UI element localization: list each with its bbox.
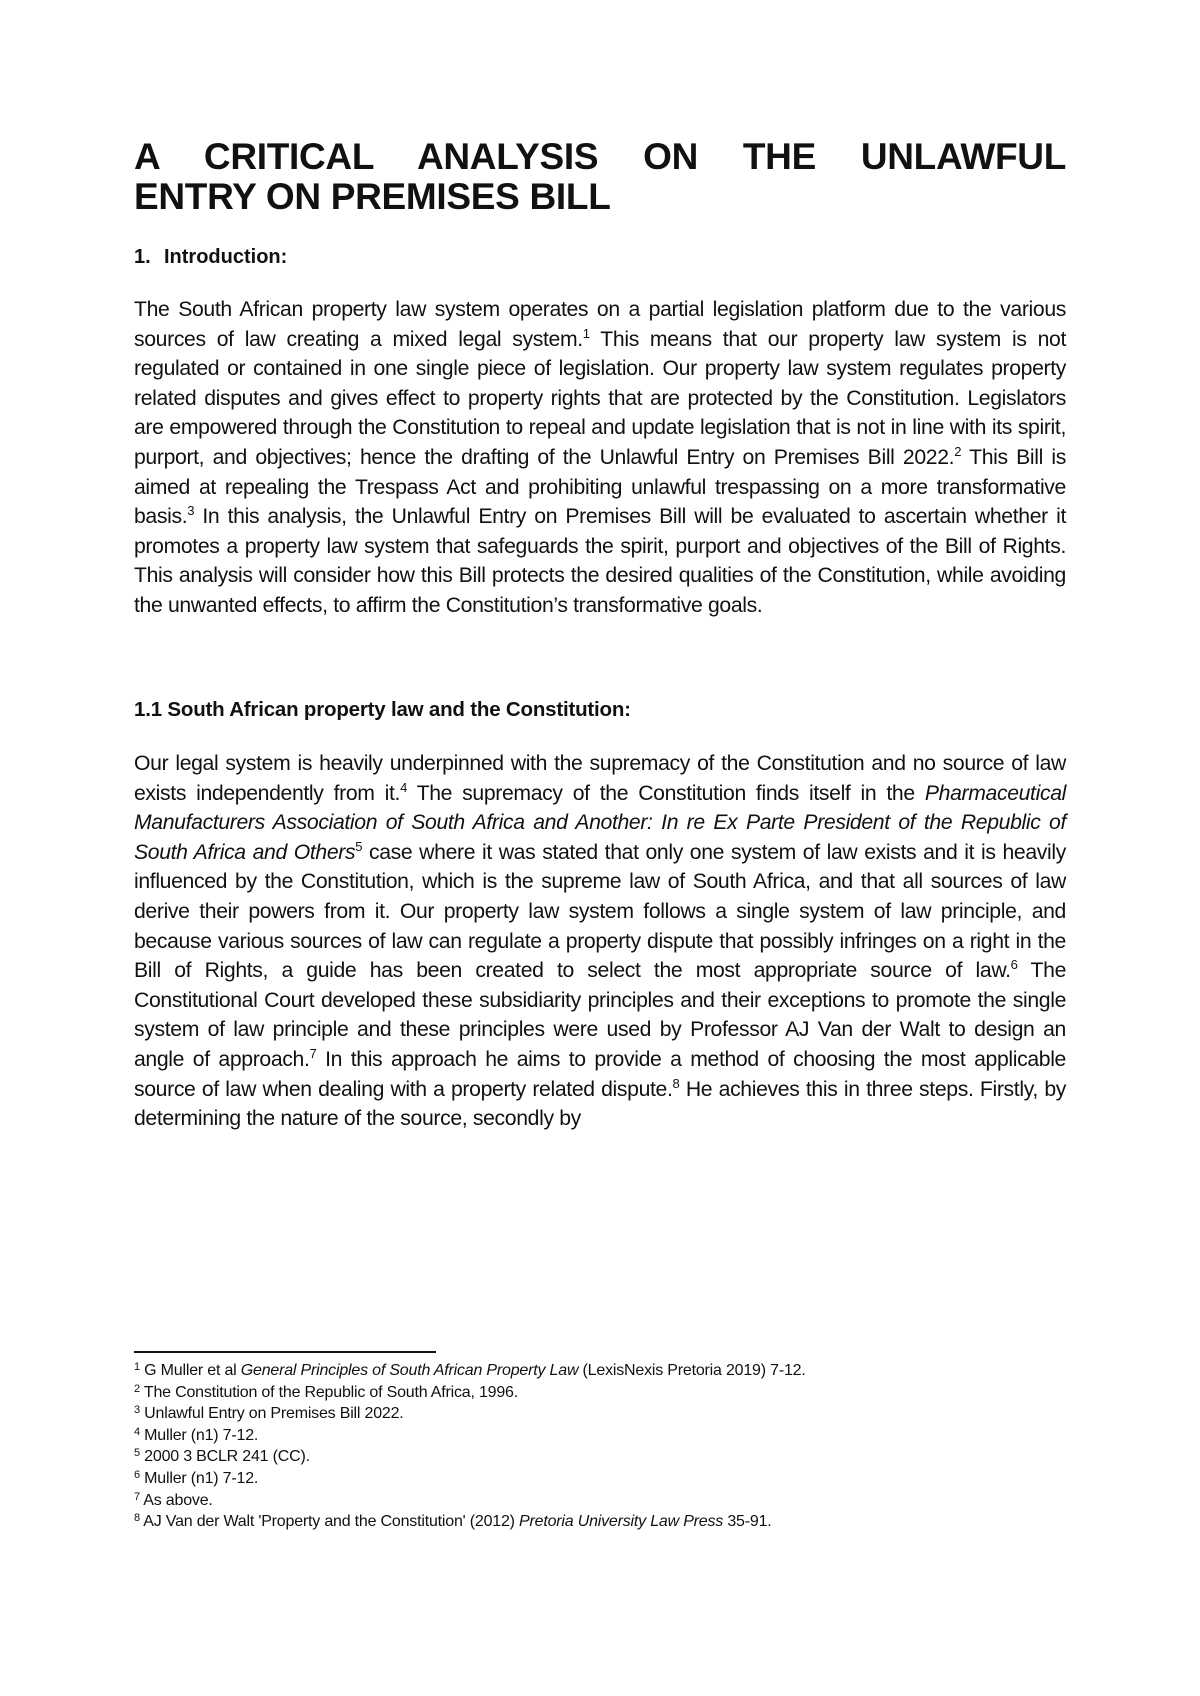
footnote-6: $^6$ Muller (n1) 7-12. xyxy=(134,1468,259,1487)
document-title-line-2: ENTRY ON PREMISES BILL xyxy=(134,176,611,217)
footnote-number: 7 xyxy=(134,1490,140,1503)
footnote-7: $^7$ As above. xyxy=(134,1490,213,1509)
introduction-paragraph: The South African property law system operates on a partial legislation platform due to the various sources of law creating a mixed legal system.$^1$ This means that our property law system is not regulated or contained in one single piece of legislation. Our property law system regulates property related disputes and gives effect to property rights that are protected by the Constitution. Legislators are empowered through the Constitution to repeal and update legislation that is not in line with its spirit, purport, and objectives; hence the drafting of the Unlawful Entry on Premises Bill 2022.$^2$ This Bill is aimed at repealing the Trespass Act and prohibiting unlawful trespassing on a more transformative basis.$^3$ In this analysis, the Unlawful Entry on Premises Bill will be evaluated to ascertain whether it promotes a property law system that safeguards the spirit, purport and objectives of the Bill of Rights. This analysis will consider how this Bill protects the desired qualities of the Constitution, while avoiding the unwanted effects, to affirm the Constitution’s transformative goals. xyxy=(134,298,1066,617)
section-heading-property-law-constitution: 1.1 South African property law and the Constitution: xyxy=(134,698,631,721)
footnote-number: 8 xyxy=(134,1512,140,1525)
footnote-ref-1[interactable]: 1 xyxy=(582,325,590,341)
italic-citation: General Principles of South African Property Law xyxy=(240,1362,579,1379)
footnote-number: 2 xyxy=(134,1382,140,1395)
footnotes-list xyxy=(134,1360,1066,1533)
footnote-ref-3[interactable]: 3 xyxy=(187,503,195,519)
section-heading-text: Introduction: xyxy=(164,246,288,268)
document-title xyxy=(134,137,1066,217)
footnote-ref-4[interactable]: 4 xyxy=(400,779,407,795)
footnote-ref-7[interactable]: 7 xyxy=(309,1045,317,1061)
footnote-number: 1 xyxy=(134,1361,140,1373)
footnote-number: 5 xyxy=(134,1447,140,1460)
section-number: 1. xyxy=(134,246,151,268)
footnote-number: 6 xyxy=(134,1468,140,1481)
footnote-ref-6[interactable]: 6 xyxy=(1010,957,1018,973)
property-law-paragraph: Our legal system is heavily underpinned with the supremacy of the Constitution and no source of law exists independently from it.$^4$ The supremacy of the Constitution finds itself in the Pharmaceutical Manufacturers Association of South Africa and Another: In re Ex Parte President of the Republic of South Africa and Others$^5$ case where it was stated that only one system of law exists and it is heavily influenced by the Constitution, which is the supreme law of South Africa, and that all sources of law derive their powers from it. Our property law system follows a single system of law principle, and because various sources of law can regulate a property dispute that possibly infringes on a right in the Bill of Rights, a guide has been created to select the most appropriate source of law.$^6$ The Constitutional Court developed these subsidiarity principles and their exceptions to promote the single system of law principle and these principles were used by Professor AJ Van der Walt to design an angle of approach.$^7$ In this approach he aims to provide a method of choosing the most applicable source of law when dealing with a property related dispute.$^8$ He achieves this in three steps. Firstly, by determining the nature of the source, secondly by xyxy=(134,752,1067,1131)
footnote-2: $^2$ The Constitution of the Republic of South Africa, 1996. xyxy=(134,1382,519,1401)
footnote-ref-2[interactable]: 2 xyxy=(954,443,962,459)
section-heading-introduction xyxy=(134,246,287,269)
footnote-3: $^3$ Unlawful Entry on Premises Bill 2022. xyxy=(134,1404,404,1423)
footnote-ref-8[interactable]: 8 xyxy=(672,1075,680,1091)
footnote-separator xyxy=(134,1351,436,1353)
footnote-ref-5[interactable]: 5 xyxy=(355,838,363,854)
footnote-number: 4 xyxy=(134,1425,140,1438)
footnote-4: $^4$ Muller (n1) 7-12. xyxy=(134,1425,259,1444)
footnote-1: $^1$ G Muller et al General Principles of South African Property Law (LexisNexis Pretoria 2019) 7-12. xyxy=(134,1361,806,1379)
footnote-5: $^5$ 2000 3 BCLR 241 (CC). xyxy=(134,1447,310,1466)
document-title-line-1: A CRITICAL ANALYSIS ON THE UNLAWFUL xyxy=(134,136,1066,177)
footnote-number: 3 xyxy=(134,1404,140,1417)
footnote-8: $^8$ AJ Van der Walt 'Property and the Constitution' (2012) Pretoria University Law Press 35-91. xyxy=(134,1512,772,1531)
italic-citation: Pharmaceutical Manufacturers Association of South Africa and Another: In re Ex Parte President of the Republic of South Africa and Others xyxy=(134,781,1066,864)
italic-citation: Pretoria University Law Press xyxy=(519,1513,724,1531)
